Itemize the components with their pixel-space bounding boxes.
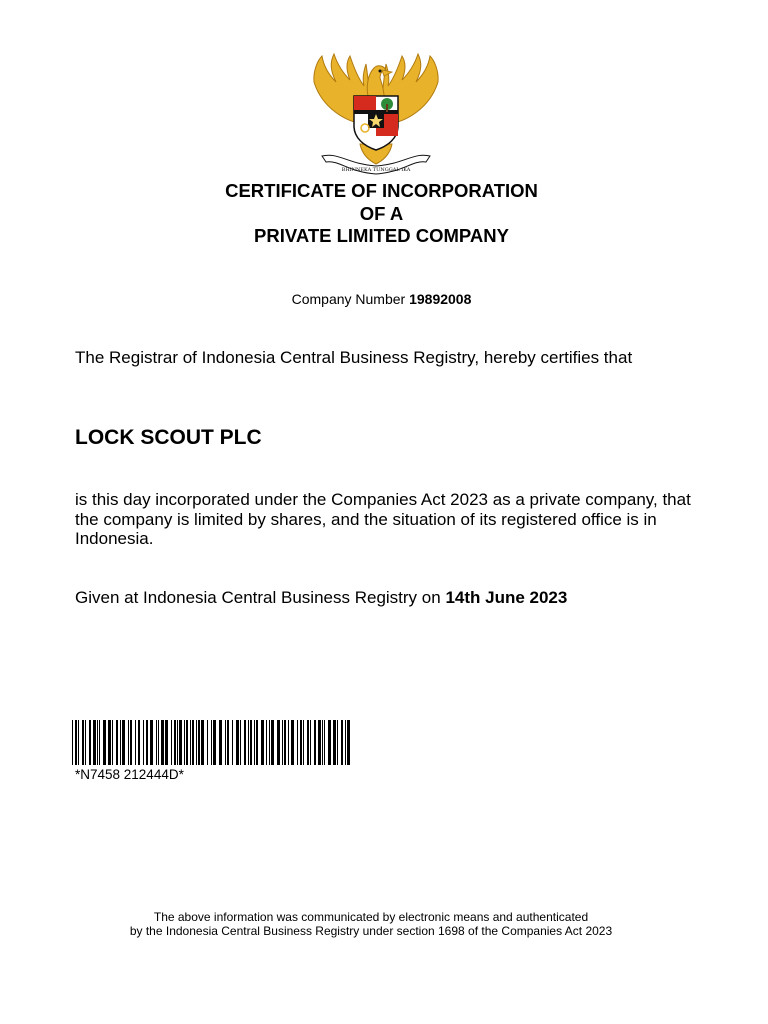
certifies-text: The Registrar of Indonesia Central Business Registry, hereby certifies that — [75, 348, 633, 367]
given-statement — [75, 588, 567, 608]
footer-note — [0, 910, 742, 938]
barcode — [72, 720, 352, 765]
footer-line-2: by the Indonesia Central Business Registry under section 1698 of the Companies Act 2023 — [129, 924, 613, 938]
company-name: LOCK SCOUT PLC — [75, 426, 262, 449]
barcode-text: *N7458 212444D* — [75, 767, 184, 782]
garuda-emblem-icon — [308, 52, 444, 184]
svg-text:BHINNEKA TUNGGAL IKA: BHINNEKA TUNGGAL IKA — [341, 167, 411, 173]
company-number-label: Company Number — [291, 291, 406, 307]
incorporation-text: is this day incorporated under the Companies Act 2023 as a private company, that the company is limited by shares, and the situation of its registered office is in Indonesia. — [75, 490, 691, 549]
footer-line-1: The above information was communicated by electronic means and authenticated — [153, 910, 589, 924]
title-line-3: PRIVATE LIMITED COMPANY — [254, 225, 509, 246]
company-number-value: 19892008 — [409, 291, 472, 307]
given-date: 14th June 2023 — [445, 588, 568, 607]
company-number — [0, 291, 763, 307]
certificate-title — [0, 180, 763, 248]
title-line-1: CERTIFICATE OF INCORPORATION — [225, 180, 538, 201]
given-prefix: Given at Indonesia Central Business Registry on — [75, 588, 441, 607]
title-line-2: OF A — [359, 202, 404, 224]
